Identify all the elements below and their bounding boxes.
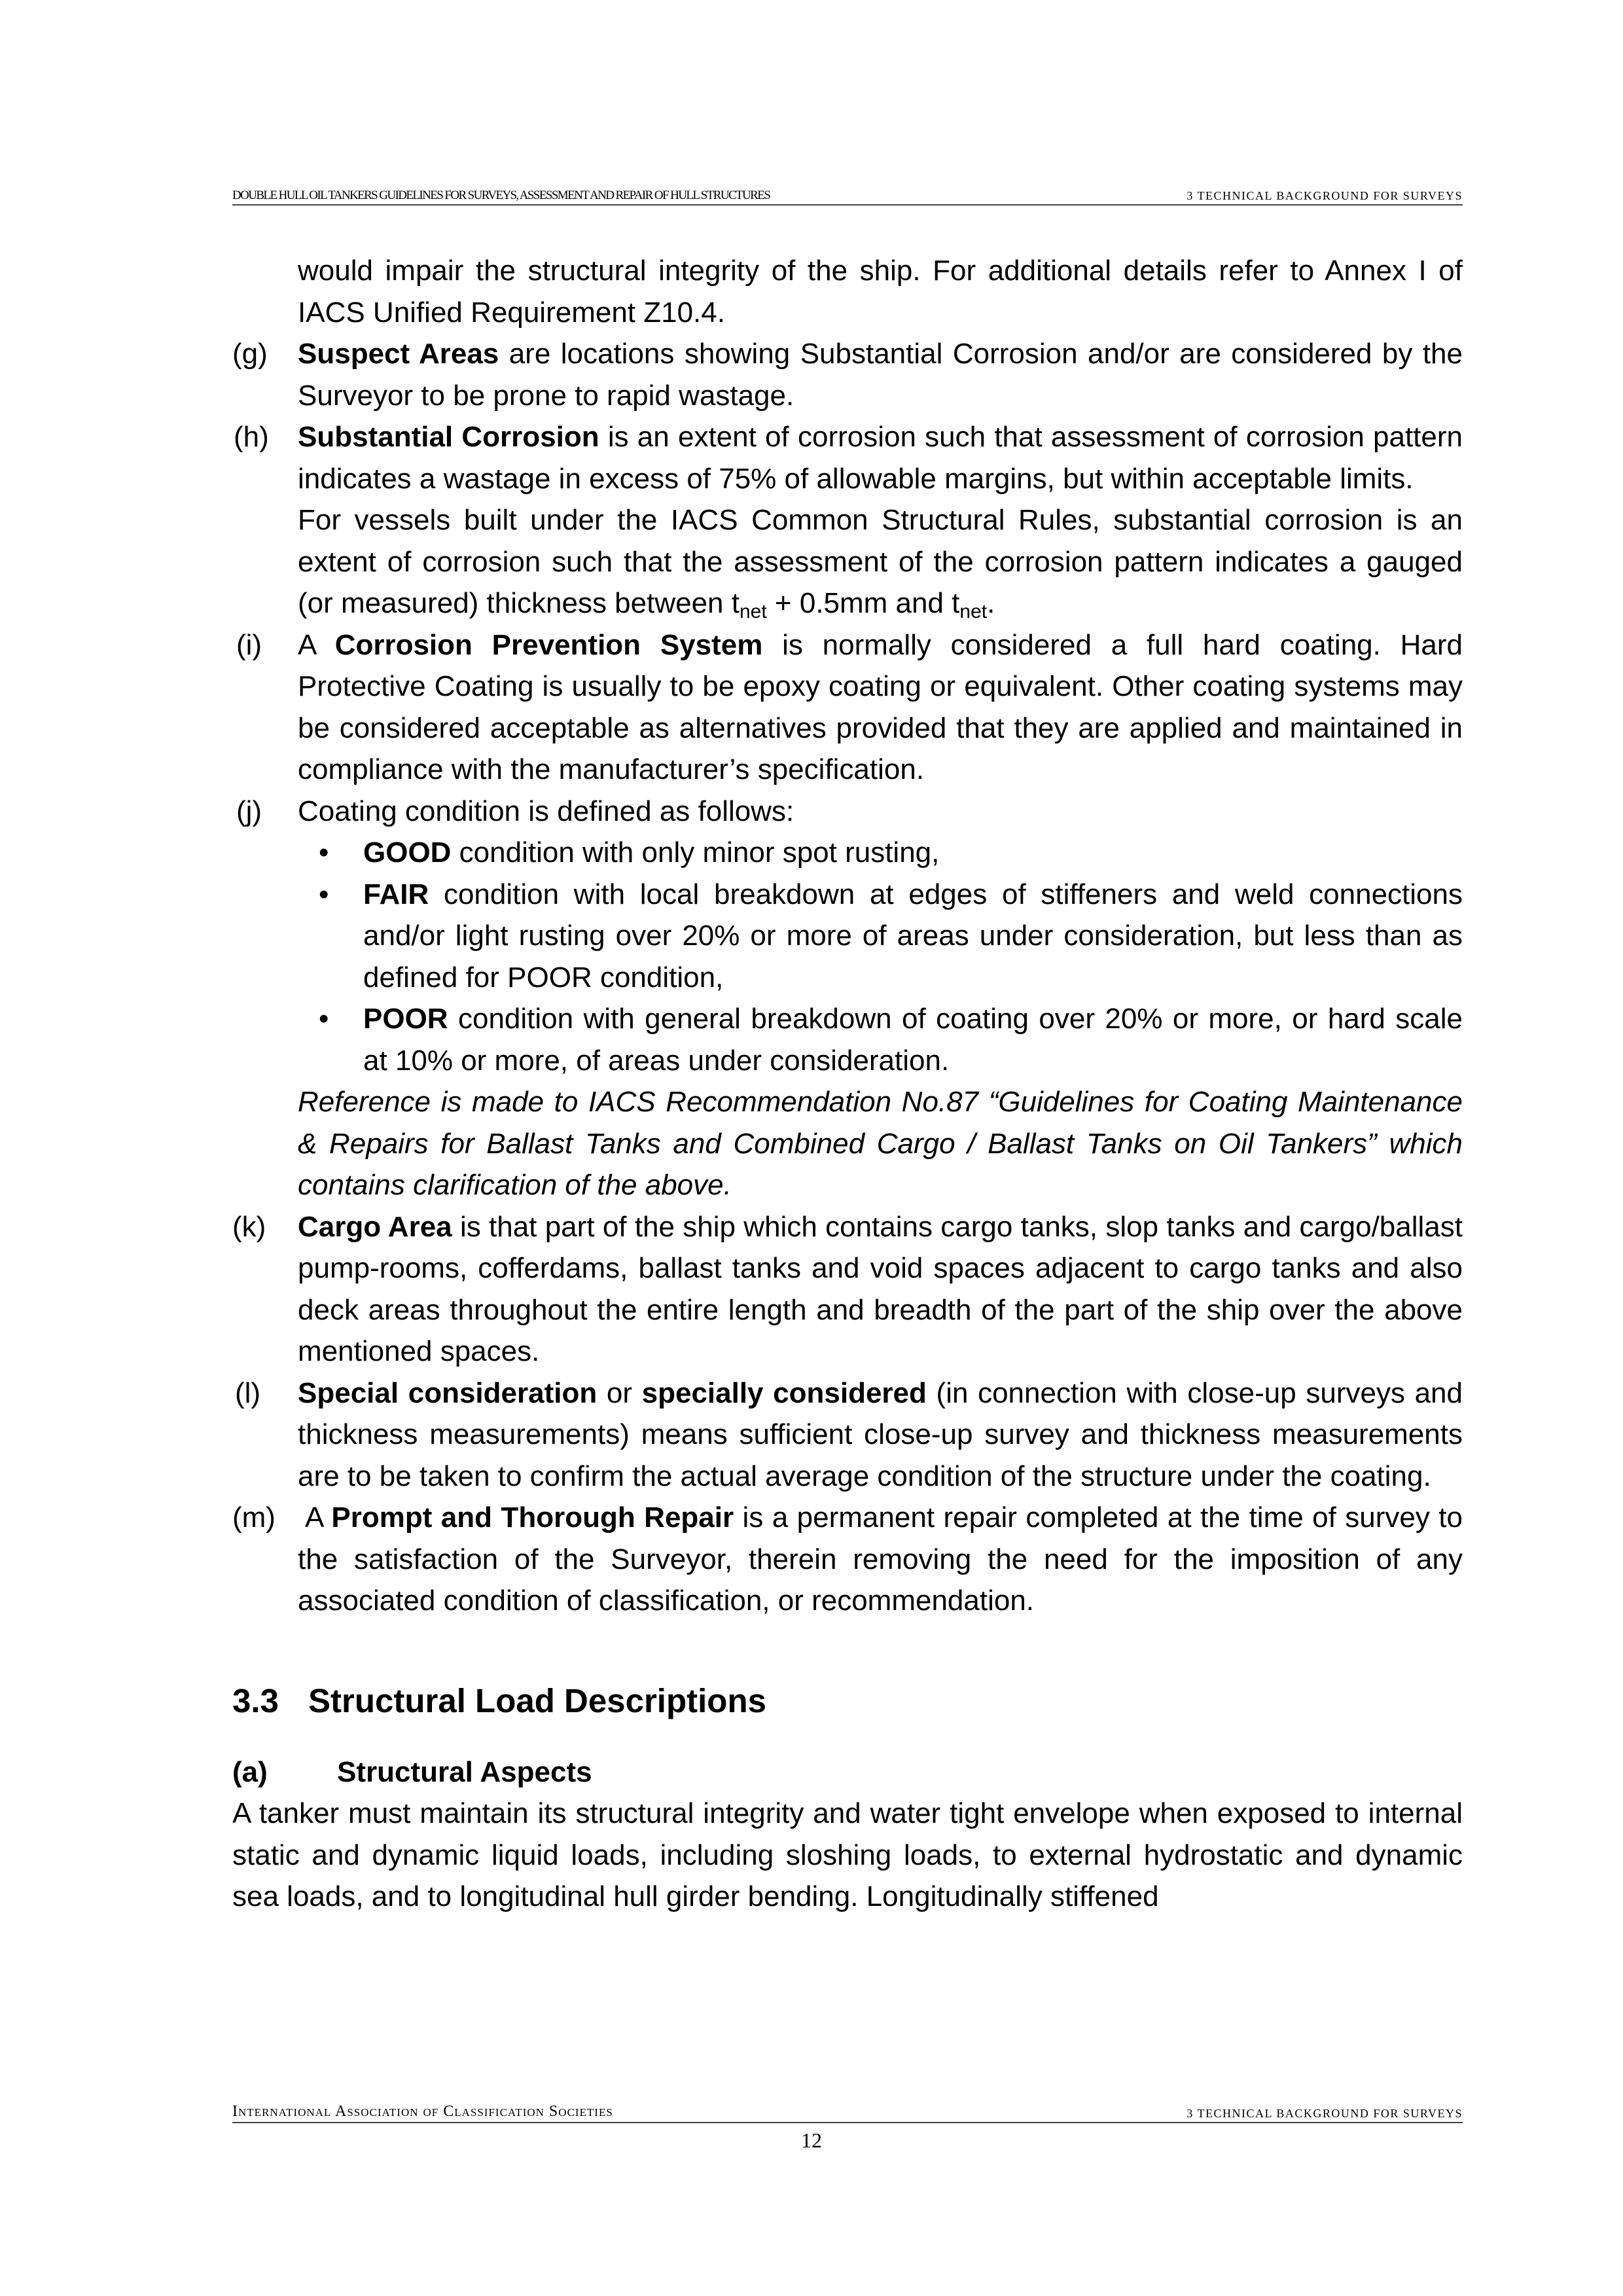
definition-text: are locations showing Substantial Corrosion and/or are considered by the Surveyor to be prone to rapid wastage. <box>298 338 1463 412</box>
item-label: (k) <box>232 1210 266 1243</box>
section-number: 3.3 <box>232 1681 279 1719</box>
definition-text: is a permanent repair completed at the time of survey to the satisfaction of the Surveyor, therein removing the need for the imposition of any associated condition of classification, or recommendation. <box>298 1501 1463 1617</box>
defined-term: Prompt and Thorough Repair <box>331 1501 734 1534</box>
definition-text: (in connection with close-up surveys and thickness measurements) means sufficient close-up survey and thickness measurements are to be taken to confirm the actual average condition of the structure under the coating. <box>298 1376 1463 1492</box>
item-label: (m) <box>232 1501 276 1534</box>
definition-k <box>232 1206 1463 1372</box>
definition-i <box>232 624 1463 791</box>
definition-m <box>232 1497 1463 1622</box>
csr-text: + 0.5mm and t <box>766 587 960 619</box>
page-number: 12 <box>801 2128 822 2152</box>
bullet: • <box>319 878 329 910</box>
list-item <box>319 998 1463 1081</box>
footer-chapter: 3 TECHNICAL BACKGROUND FOR SURVEYS <box>1186 2107 1463 2120</box>
bullet: • <box>319 836 329 869</box>
section-heading <box>232 1678 1463 1724</box>
list-item <box>319 832 1463 874</box>
definition-g <box>232 333 1463 416</box>
list-item <box>319 874 1463 999</box>
definition-text: is normally considered a full hard coating. Hard Protective Coating is usually to be epoxy coating or equivalent. Other coating systems may be considered acceptable as alternatives provided that they are applied and maintained in compliance with the manufacturer’s specification. <box>298 628 1463 785</box>
condition-term: POOR <box>363 1003 448 1035</box>
defined-term: Special consideration <box>298 1376 597 1409</box>
item-label: (h) <box>234 421 269 453</box>
definition-j <box>232 791 1463 833</box>
footer-organization: International Association of Classification Societies <box>232 2103 613 2120</box>
reference-note: Reference is made to IACS Recommendation No.87 “Guidelines for Coating Maintenance & Repairs for Ballast Tanks and Combined Cargo / Ballast Tanks on Oil Tankers” which contains clarification of the above. <box>298 1086 1463 1201</box>
condition-text: condition with general breakdown of coating over 20% or more, or hard scale at 10% or more, of areas under consideration. <box>363 1003 1463 1077</box>
definition-text: A <box>298 628 335 661</box>
item-label: (l) <box>235 1376 261 1409</box>
running-header <box>232 190 1463 206</box>
condition-term: GOOD <box>363 836 452 869</box>
definition-text: is that part of the ship which contains cargo tanks, slop tanks and cargo/ballast pump-rooms, cofferdams, ballast tanks and void spaces adjacent to cargo tanks and also deck areas throughout the entire length and breadth of the part of the ship over the above mentioned spaces. <box>298 1210 1463 1367</box>
definition-text: is an extent of corrosion such that assessment of corrosion pattern indicates a wastage in excess of 75% of allowable margins, but within acceptable limits. <box>298 421 1463 495</box>
coating-condition-list <box>232 832 1463 1081</box>
section-title: Structural Load Descriptions <box>308 1681 766 1719</box>
bullet: • <box>319 1003 329 1035</box>
subsection-title: Structural Aspects <box>337 1755 592 1788</box>
body-paragraph: A tanker must maintain its structural integrity and water tight envelope when exposed to internal static and dynamic liquid loads, including sloshing loads, to external hydrostatic and dynamic sea loads, and to longitudinal hull girder bending. Longitudinally stiffened <box>232 1797 1463 1912</box>
header-title: DOUBLE HULL OIL TANKERS GUIDELINES FOR SURVEYS, ASSESSMENT AND REPAIR OF HULL STRUCTURES <box>232 188 770 202</box>
condition-text: condition with local breakdown at edges of stiffeners and weld connections and/or light rusting over 20% or more of areas under consideration, but less than as defined for POOR condition, <box>363 878 1463 994</box>
subsection-number: (a) <box>232 1755 268 1788</box>
item-label: (i) <box>236 628 262 661</box>
defined-term: Corrosion Prevention System <box>334 628 763 661</box>
definition-h-csr-paragraph <box>298 499 1463 624</box>
defined-term: Substantial Corrosion <box>298 421 599 453</box>
definition-h <box>232 416 1463 624</box>
defined-term: Cargo Area <box>298 1210 452 1243</box>
condition-text: condition with only minor spot rusting, <box>451 836 940 869</box>
definition-text: A <box>298 1501 332 1534</box>
page-content <box>232 250 1463 1918</box>
definition-text: Coating condition is defined as follows: <box>298 795 794 827</box>
subscript-net: net <box>739 601 767 622</box>
condition-term: FAIR <box>363 878 429 910</box>
defined-term: Suspect Areas <box>298 338 499 370</box>
defined-term: specially considered <box>641 1376 927 1409</box>
csr-text: . <box>987 587 995 619</box>
running-footer <box>232 2104 1463 2123</box>
subsection-heading <box>232 1751 1463 1793</box>
definition-l <box>232 1372 1463 1498</box>
item-label: (j) <box>236 795 262 827</box>
csr-text: For vessels built under the IACS Common Structural Rules, substantial corrosion is an extent of corrosion such that the assessment of the corrosion pattern indicates a gauged (or measured) thickness between t <box>298 504 1463 619</box>
continued-paragraph: would impair the structural integrity of the ship. For additional details refer to Annex I of IACS Unified Requirement Z10.4. <box>298 255 1463 329</box>
header-chapter: 3 TECHNICAL BACKGROUND FOR SURVEYS <box>1186 189 1463 202</box>
definition-text: or <box>597 1376 642 1409</box>
subscript-net: net <box>959 601 988 622</box>
item-label: (g) <box>232 338 268 370</box>
